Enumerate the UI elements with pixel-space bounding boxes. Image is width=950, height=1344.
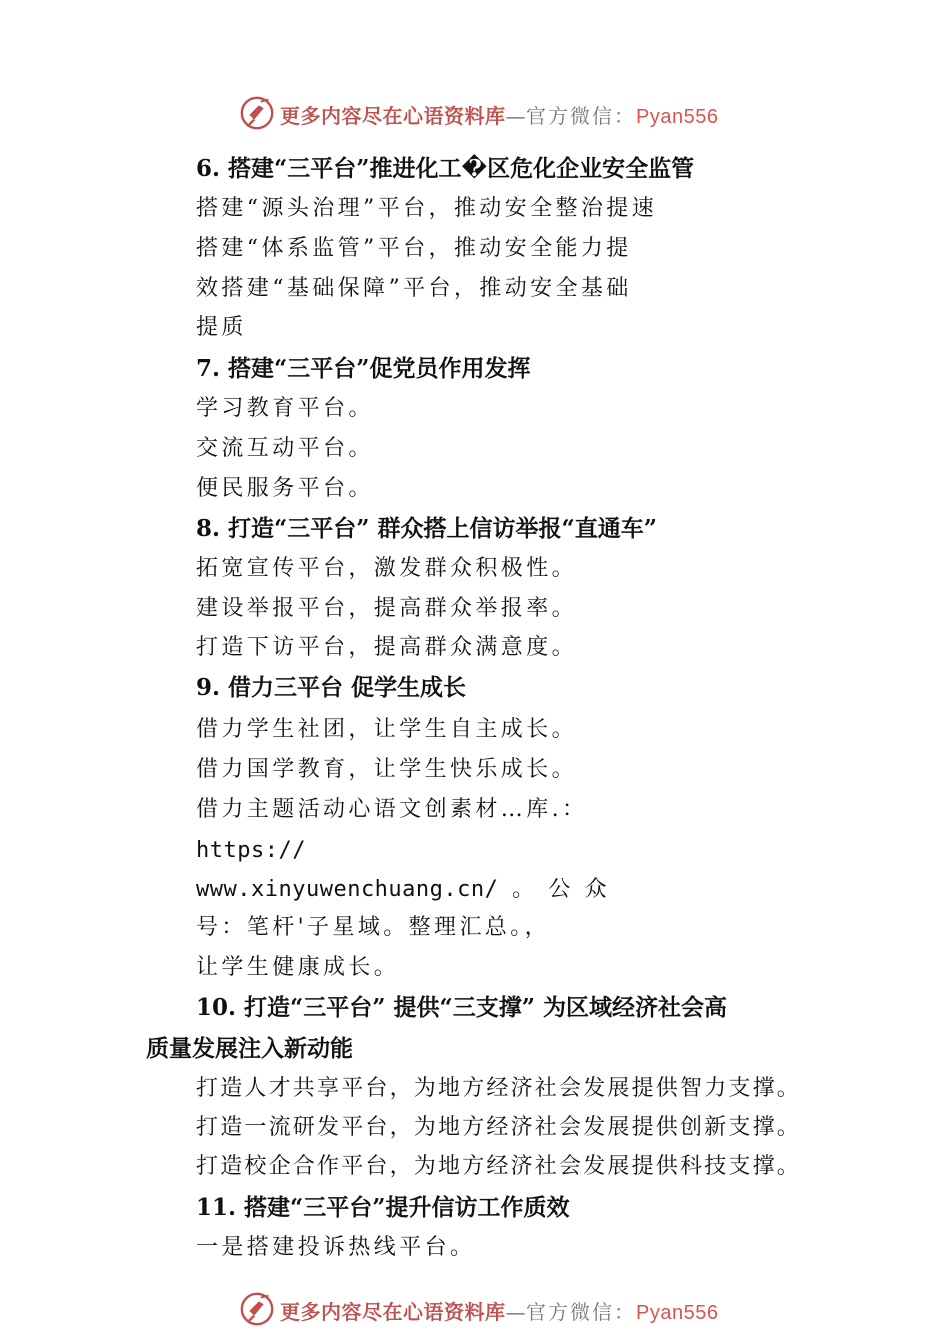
paragraph-line: 让学生健康成长。 xyxy=(196,955,400,980)
bottom-banner xyxy=(0,1288,950,1332)
url-line: https:// xyxy=(196,838,306,863)
paragraph-line: 交流互动平台。 xyxy=(196,436,374,461)
paragraph-line: 打造校企合作平台，为地方经济社会发展提供科技支撑。 xyxy=(196,1154,802,1179)
brand-logo-icon xyxy=(238,1290,276,1328)
banner-text xyxy=(280,100,718,129)
top-banner xyxy=(0,92,950,136)
paragraph-line: 打造一流研发平台，为地方经济社会发展提供创新支撑。 xyxy=(196,1115,802,1140)
heading-8: 8. 打造“三平台” 群众搭上信访举报“直通车” xyxy=(196,515,657,542)
url-line: www.xinyuwenchuang.cn/ 。 公 众 xyxy=(196,877,608,902)
paragraph-line: 搭建“体系监管”平台，推动安全能力提 xyxy=(196,236,632,261)
heading-10: 10. 打造“三平台” 提供“三支撑” 为区域经济社会高 xyxy=(196,994,727,1021)
paragraph-line: 便民服务平台。 xyxy=(196,476,374,501)
heading-7: 7. 搭建“三平台”促党员作用发挥 xyxy=(196,355,531,382)
banner-brand: 更多内容尽在心语资料库 xyxy=(280,104,506,128)
banner-wechat-id: Pyan556 xyxy=(636,1302,719,1324)
paragraph-line: 效搭建“基础保障”平台，推动安全基础 xyxy=(196,276,632,301)
banner-wechat-id: Pyan556 xyxy=(636,106,719,128)
paragraph-line: 学习教育平台。 xyxy=(196,396,374,421)
heading-6: 6. 搭建“三平台”推进化工�区危化企业安全监管 xyxy=(196,155,695,182)
paragraph-line: 搭建“源头治理”平台，推动安全整治提速 xyxy=(196,196,658,221)
paragraph-line: 打造下访平台，提高群众满意度。 xyxy=(196,635,578,660)
banner-text xyxy=(280,1296,718,1325)
paragraph-line: 借力学生社团，让学生自主成长。 xyxy=(196,717,578,742)
paragraph-line: 建设举报平台，提高群众举报率。 xyxy=(196,596,578,621)
banner-wechat-label: 官方微信： xyxy=(526,1300,636,1324)
paragraph-line: 借力主题活动心语文创素材…库.： xyxy=(196,797,588,822)
brand-logo-icon xyxy=(238,94,276,132)
heading-10-continued: 质量发展注入新动能 xyxy=(146,1035,353,1062)
heading-11: 11. 搭建“三平台”提升信访工作质效 xyxy=(196,1194,570,1221)
paragraph-line: 一是搭建投诉热线平台。 xyxy=(196,1235,476,1260)
paragraph-line: 借力国学教育，让学生快乐成长。 xyxy=(196,757,578,782)
banner-brand: 更多内容尽在心语资料库 xyxy=(280,1300,506,1324)
paragraph-line: 拓宽宣传平台，激发群众积极性。 xyxy=(196,556,578,581)
banner-wechat-label: 官方微信： xyxy=(526,104,636,128)
banner-separator: — xyxy=(505,104,526,128)
heading-9: 9. 借力三平台 促学生成长 xyxy=(196,674,467,701)
paragraph-line: 号：笔杆'子星域。整理汇总。， xyxy=(196,915,551,940)
banner-separator: — xyxy=(505,1300,526,1324)
paragraph-line: 打造人才共享平台，为地方经济社会发展提供智力支撑。 xyxy=(196,1076,802,1101)
paragraph-line: 提质 xyxy=(196,315,247,340)
